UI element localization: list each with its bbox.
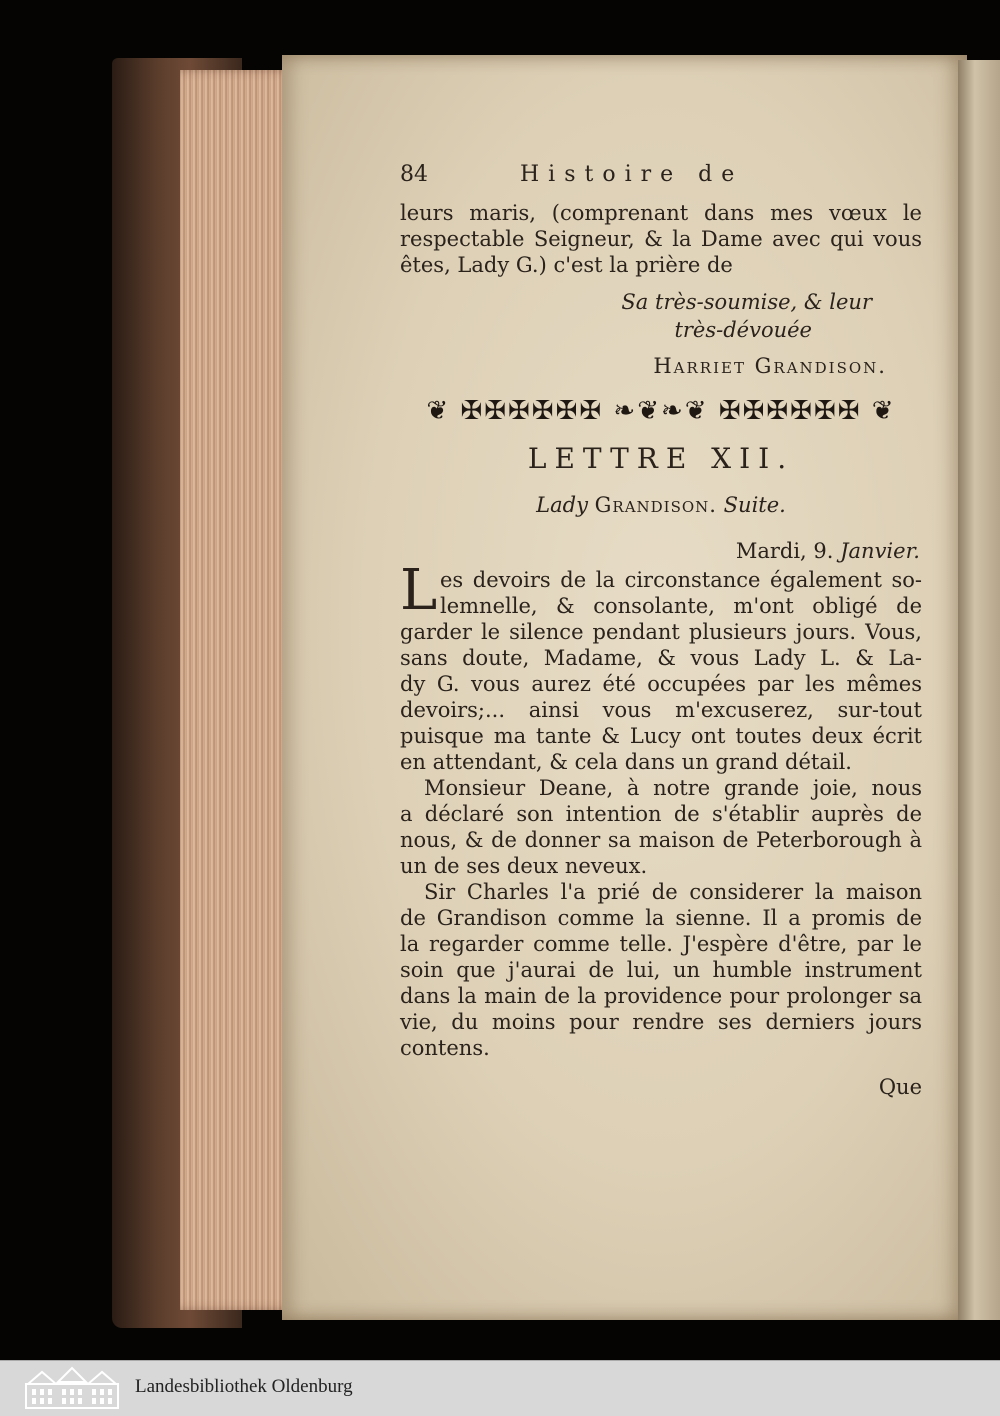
facing-page-edge [958, 60, 1000, 1320]
text-line: en attendant, & cela dans un grand détail. [400, 750, 852, 774]
page-text [400, 160, 922, 1099]
page-number: 84 [400, 162, 428, 187]
drop-cap: L [400, 558, 438, 623]
letter-sub-lady: Lady [536, 493, 588, 517]
text-line: leurs maris, (comprenant dans mes vœux le [400, 201, 922, 225]
ornament-band: ❦ ✠✠✠✠✠✠ ❧❦❧❦ ✠✠✠✠✠✠ ❦ [426, 396, 896, 426]
text-line: contens. [400, 1036, 490, 1060]
text-line: lemnelle, & consolante, m'ont obligé de [440, 594, 922, 618]
letter-sub-suite: Suite. [723, 493, 786, 517]
text-line: puisque ma tante & Lucy ont toutes deux écrit [400, 724, 922, 748]
text-line: sans doute, Madame, & vous Lady L. & La- [400, 646, 922, 670]
date-month: Janvier. [840, 539, 920, 563]
text-line: a déclaré son intention de s'établir auprès de [400, 802, 922, 826]
text-line: dy G. vous aurez été occupées par les mêmes [400, 672, 922, 696]
text-line: devoirs;... ainsi vous m'excuserez, sur-tout [400, 698, 922, 722]
paragraph-3 [400, 879, 922, 1061]
paragraph-1 [400, 558, 922, 775]
footer-bar [0, 1360, 1000, 1416]
text-line: un de ses deux neveux. [400, 854, 648, 878]
paragraph-2 [400, 775, 922, 879]
letter-date [400, 539, 922, 563]
letter-subtitle [400, 493, 922, 517]
closing-line: très-dévouée [674, 318, 812, 342]
catchword: Que [878, 1075, 922, 1099]
text-line: Sir Charles l'a prié de considerer la maison [424, 880, 922, 904]
text-line: es devoirs de la circonstance également so- [440, 568, 922, 592]
text-line: dans la main de la providence pour prolonger sa [400, 984, 922, 1008]
page-edges [180, 70, 298, 1310]
closing-line: Sa très-soumise, & leur [621, 290, 872, 314]
opening-text [400, 200, 922, 278]
text-line: la regarder comme telle. J'espère d'être, par le [400, 932, 922, 956]
signature: Harriet Grandison. [653, 354, 887, 378]
text-line: soin que j'aurai de lui, un humble instrument [400, 958, 922, 982]
library-name: Landesbibliothek Oldenburg [135, 1376, 353, 1397]
date-day: Mardi, 9. [735, 539, 834, 563]
library-building-icon [20, 1366, 125, 1411]
text-line: Monsieur Deane, à notre grande joie, nous [424, 776, 922, 800]
letter-title: LETTRE XII. [527, 442, 795, 475]
text-line: êtes, Lady G.) c'est la prière de [400, 253, 733, 277]
text-line: garder le silence pendant plusieurs jours. Vous, [400, 620, 922, 644]
text-line: vie, du moins pour rendre ses derniers jours [400, 1010, 922, 1034]
letter-sub-name: Grandison. [594, 493, 717, 517]
text-line: de Grandison comme la sienne. Il a promis de [400, 906, 922, 930]
text-line: nous, & de donner sa maison de Peterborough à [400, 828, 922, 852]
running-head: Histoire de [520, 162, 744, 187]
text-line: respectable Seigneur, & la Dame avec qui vous [400, 227, 922, 251]
page-header [400, 160, 922, 200]
